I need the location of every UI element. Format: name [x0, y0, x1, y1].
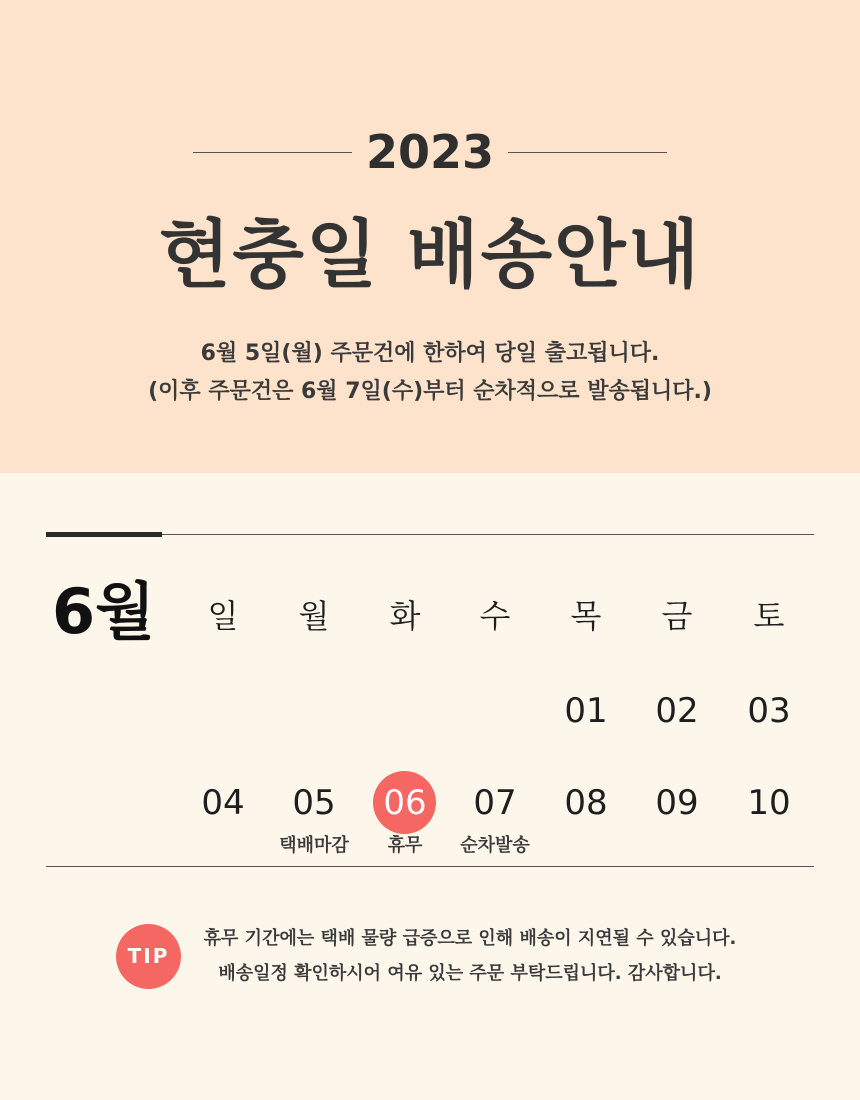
calendar-date: 03: [747, 691, 791, 731]
tip-line-2: 배송일정 확인하시어 여유 있는 주문 부탁드립니다. 감사합니다.: [218, 963, 722, 984]
year-label: 2023: [365, 125, 495, 179]
notice-line-2: (이후 주문건은 6월 7일(수)부터 순차적으로 발송됩니다.): [148, 379, 712, 404]
year-row: [0, 122, 860, 182]
weekday-wed: 수: [479, 597, 511, 635]
note-delivery-cutoff: 택배마감: [279, 835, 349, 856]
tip-badge: TIP: [116, 924, 181, 989]
header-banner: [0, 0, 860, 473]
calendar-date: 02: [655, 691, 699, 731]
calendar-date: 01: [564, 691, 608, 731]
calendar-date: 04: [201, 783, 245, 823]
year-divider-right: [508, 152, 667, 153]
weekday-thu: 목: [570, 597, 602, 635]
tip-line-1: 휴무 기간에는 택배 물량 급증으로 인해 배송이 지연될 수 있습니다.: [203, 928, 737, 949]
weekday-sun: 일: [207, 597, 239, 635]
calendar-date: 05: [292, 783, 336, 823]
note-sequential-shipping: 순차발송: [460, 835, 530, 856]
year-divider-left: [193, 152, 352, 153]
page-title: 현충일 배송안내: [158, 212, 702, 298]
weekday-sat: 토: [753, 597, 785, 635]
calendar-date: 10: [747, 783, 791, 823]
calendar-date: 08: [564, 783, 608, 823]
calendar-date-holiday: 06: [383, 783, 427, 823]
calendar-accent-rule: [46, 532, 162, 537]
note-holiday: 휴무: [387, 835, 423, 856]
calendar-date: 09: [655, 783, 699, 823]
calendar-date: 07: [473, 783, 517, 823]
calendar-bottom-rule: [46, 866, 814, 867]
weekday-tue: 화: [389, 597, 421, 635]
month-label: 6월: [52, 575, 156, 648]
weekday-fri: 금: [661, 597, 693, 635]
notice-line-1: 6월 5일(월) 주문건에 한하여 당일 출고됩니다.: [200, 341, 660, 366]
weekday-mon: 월: [298, 597, 330, 635]
